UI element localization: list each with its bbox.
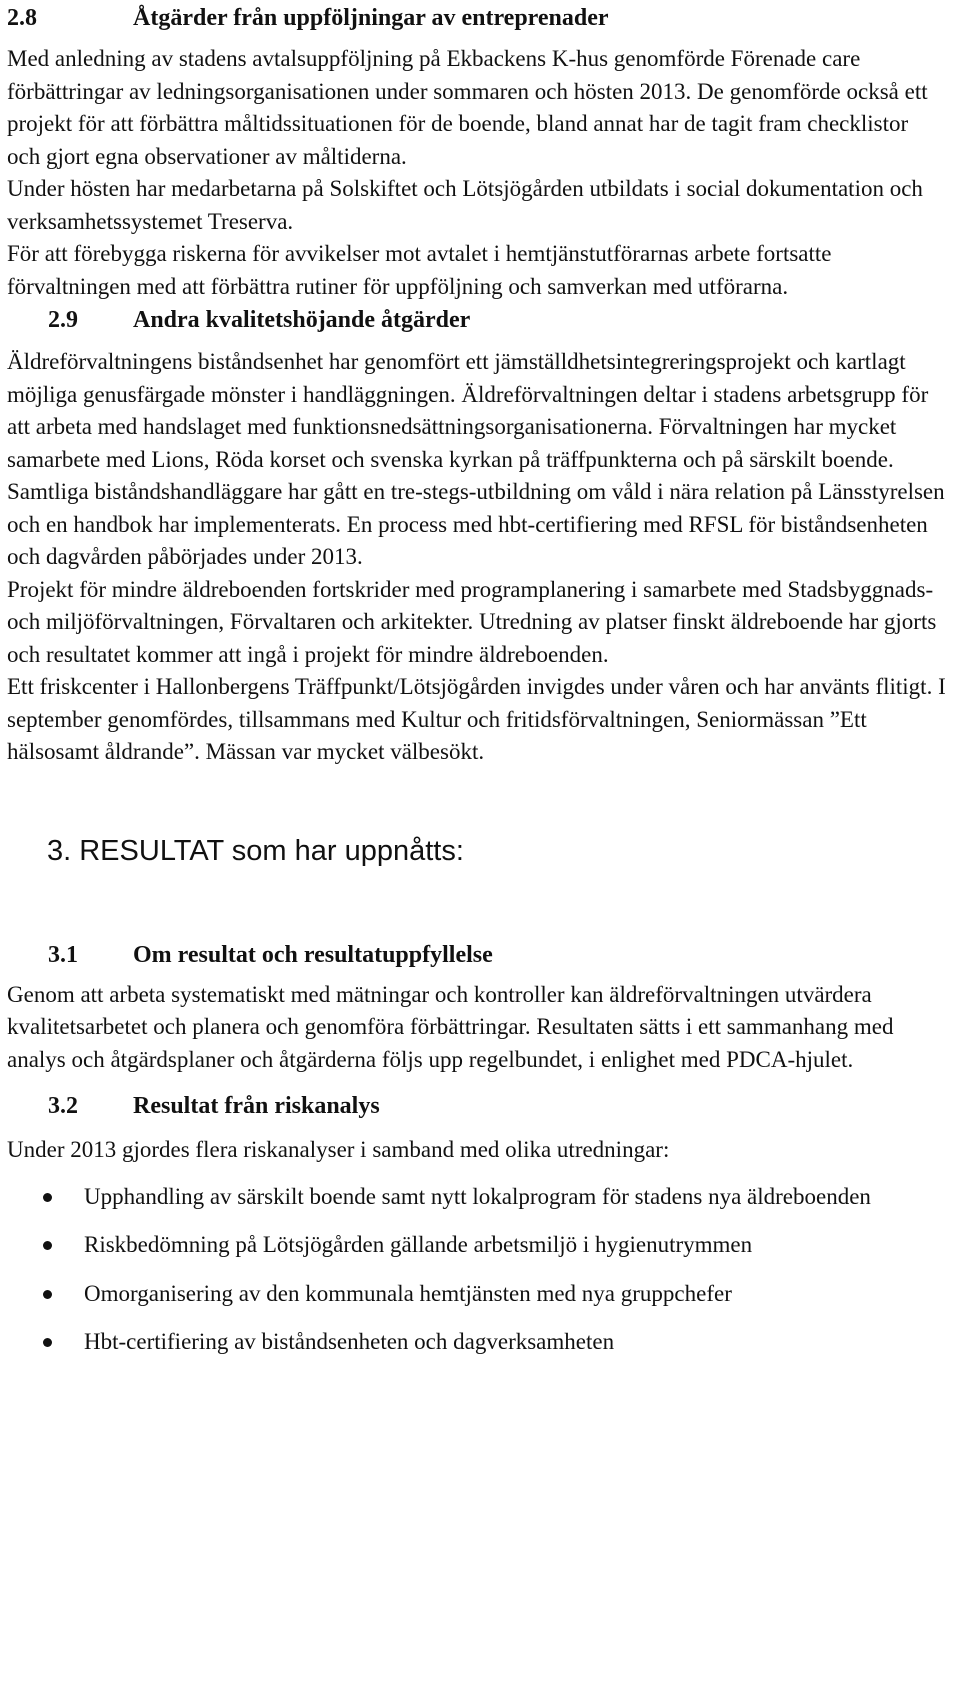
paragraph: För att förebygga riskerna för avvikelser mot avtalet i hemtjänstutförarnas arbete fortsatte förvaltningen med att förbättra rutiner för uppföljning och samverkan med utförarna.: [7, 241, 832, 299]
paragraph: Ett friskcenter i Hallonbergens Träffpunkt/Lötsjögården invigdes under våren och har använts flitigt. I september genomfördes, tillsammans med Kultur och fritidsförvaltningen, Seniormässan ”Ett hälsosamt åldrande”. Mässan var mycket välbesökt.: [7, 674, 946, 764]
section-number: 2.8: [7, 5, 37, 31]
section-title: Resultat från riskanalys: [133, 1093, 380, 1119]
list-item: [7, 1181, 946, 1214]
paragraph: Under 2013 gjordes flera riskanalyser i samband med olika utredningar:: [7, 1137, 670, 1162]
paragraph: Genom att arbeta systematiskt med mätningar och kontroller kan äldreförvaltningen utvärdera kvalitetsarbetet och planera och genomföra förbättringar. Resultaten sätts i ett sammanhang med analys och åtgärdsplaner och åtgärderna följs upp regelbundet, i enlighet med PDCA-hjulet.: [7, 981, 894, 1072]
section-title: Andra kvalitetshöjande åtgärder: [133, 307, 471, 333]
section-3-2-heading: [48, 1090, 946, 1122]
paragraph: Projekt för mindre äldreboenden fortskrider med programplanering i samarbete med Stadsbyggnads- och miljöförvaltningen, Förvaltaren och arkitekter. Utredning av platser finskt äldreboende har gjorts och resultatet kommer att ingå i projekt för mindre äldreboenden.: [7, 576, 937, 667]
risk-analysis-list: [7, 1181, 946, 1359]
paragraph: Med anledning av stadens avtalsuppföljning på Ekbackens K-hus genomförde Förenade care förbättringar av ledningsorganisationen under sommaren och hösten 2013. De genomförde också ett projekt för att förbättra måltidssituationen för de boende, bland annat har de tagit fram checklistor och gjort egna observationer av måltiderna.: [7, 46, 928, 169]
list-item-text: Hbt-certifiering av biståndsenheten och dagverksamheten: [84, 1329, 615, 1354]
paragraph: Samtliga biståndshandläggare har gått en tre-stegs-utbildning om våld i nära relation på Länsstyrelsen och en handbok har implementerats. En process med hbt-certifiering med RFSL för biståndsenheten och dagvården påbörjades under 2013.: [7, 479, 945, 569]
bullet-icon: [43, 1241, 52, 1250]
bullet-icon: [43, 1193, 52, 1202]
section-title: Om resultat och resultatuppfyllelse: [133, 941, 493, 968]
bullet-icon: [43, 1290, 52, 1299]
list-item-text: Omorganisering av den kommunala hemtjänsten med nya gruppchefer: [84, 1280, 732, 1306]
paragraph: Under hösten har medarbetarna på Solskiftet och Lötsjögården utbildats i social dokumentation och verksamhetssystemet Treserva.: [7, 176, 923, 234]
section-2-8-heading: [7, 2, 946, 34]
bullet-icon: [43, 1338, 52, 1347]
section-title: Åtgärder från uppföljningar av entreprenader: [133, 5, 609, 31]
section-number: 2.9: [48, 307, 78, 333]
list-item: [7, 1278, 946, 1311]
list-item-text: Upphandling av särskilt boende samt nytt lokalprogram för stadens nya äldreboenden: [84, 1183, 871, 1209]
list-item-text: Riskbedömning på Lötsjögården gällande arbetsmiljö i hygienutrymmen: [84, 1232, 753, 1257]
section-number: 3.1: [48, 941, 78, 968]
paragraph: Äldreförvaltningens biståndsenhet har genomfört ett jämställdhetsintegreringsprojekt och kartlagt möjliga genusfärgade mönster i handläggningen. Äldreförvaltningen deltar i stadens arbetsgrupp för att arbeta med handslaget med funktionsnedsättningsorganisationerna. Förvaltningen har mycket samarbete med Lions, Röda korset och svenska kyrkan på träffpunkterna och på särskilt boende.: [7, 349, 929, 472]
section-2-9-heading: [48, 304, 946, 336]
section-3-1-heading: [48, 939, 946, 971]
chapter-3-heading: 3. RESULTAT som har uppnåtts:: [47, 834, 464, 867]
list-item: [7, 1229, 946, 1262]
section-number: 3.2: [48, 1093, 78, 1119]
list-item: [7, 1326, 946, 1359]
